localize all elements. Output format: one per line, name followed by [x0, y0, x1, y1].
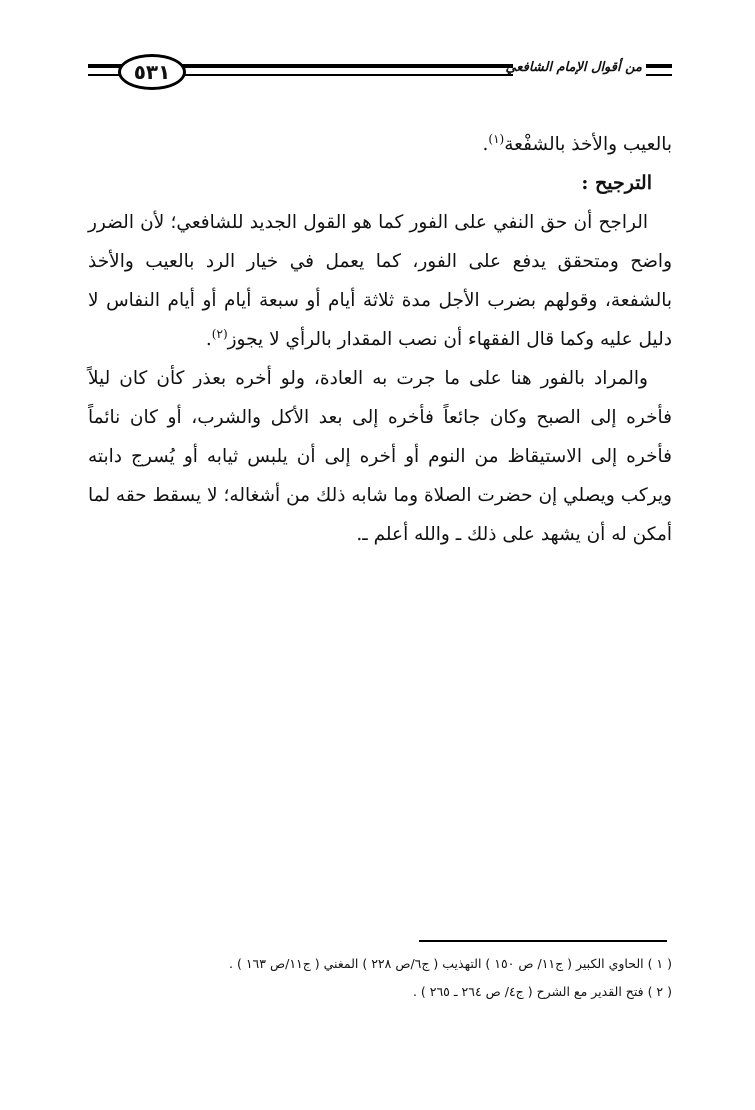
header-rule-right	[646, 64, 672, 68]
paragraph-1	[88, 203, 672, 359]
continued-line	[88, 125, 672, 164]
footnote-ref-1: (١)	[488, 131, 505, 146]
paragraph-2: والمراد بالفور هنا على ما جرت به العادة، ولو أخره بعذر كأن كان ليلاً فأخره إلى الصبح وكان جائعاً فأخره إلى بعد الأكل والشرب، أو كان نائماً فأخره إلى الاستيقاظ من النوم أو أخره إلى أن يلبس ثيابه أو يُسرج دابته ويركب ويصلي إن حضرت الصلاة وما شابه ذلك من أشغاله؛ لا يسقط حقه لما أمكن له أن يشهد على ذلك ـ والله أعلم ـ.	[88, 368, 672, 545]
footnote-2: ( ٢ ) فتح القدير مع الشرح ( ج٤/ ص ٢٦٤ ـ ٢٦٥ ) .	[412, 984, 672, 999]
continued-line-text: بالعيب والأخذ بالشفْعة	[504, 134, 672, 155]
footnotes	[88, 950, 672, 1006]
section-heading: الترجيح :	[581, 172, 652, 194]
paragraph-1-end: .	[205, 329, 212, 350]
footnote-ref-2: (٢)	[211, 326, 228, 341]
book-title: من أقوال الإمام الشافعي	[505, 60, 642, 75]
continued-line-end: .	[482, 134, 489, 155]
footnote-separator	[419, 940, 667, 942]
header-rule-middle-thin	[180, 74, 513, 76]
running-header	[88, 52, 672, 92]
paragraph-1-text: الراجح أن حق النفي على الفور كما هو القول الجديد للشافعي؛ لأن الضرر واضح ومتحقق يدفع على الفور، كما يعمل في خيار الرد بالعيب والأخذ بالشفعة، وقولهم بضرب الأجل مدة ثلاثة أيام أو سبعة أيام أو أيام النفاس لا دليل عليه وكما قال الفقهاء أن نصب المقدار بالرأي لا يجوز	[88, 212, 672, 350]
header-rule-right-thin	[646, 74, 672, 76]
page-number: ٥٣١	[118, 54, 186, 90]
footnote-1: ( ١ ) الحاوي الكبير ( ج١١/ ص ١٥٠ ) التهذيب ( ج٦/ص ٢٢٨ ) المغني ( ج١١/ص ١٦٣ ) .	[229, 956, 672, 971]
header-rule-middle	[180, 64, 513, 68]
main-text	[88, 125, 672, 554]
